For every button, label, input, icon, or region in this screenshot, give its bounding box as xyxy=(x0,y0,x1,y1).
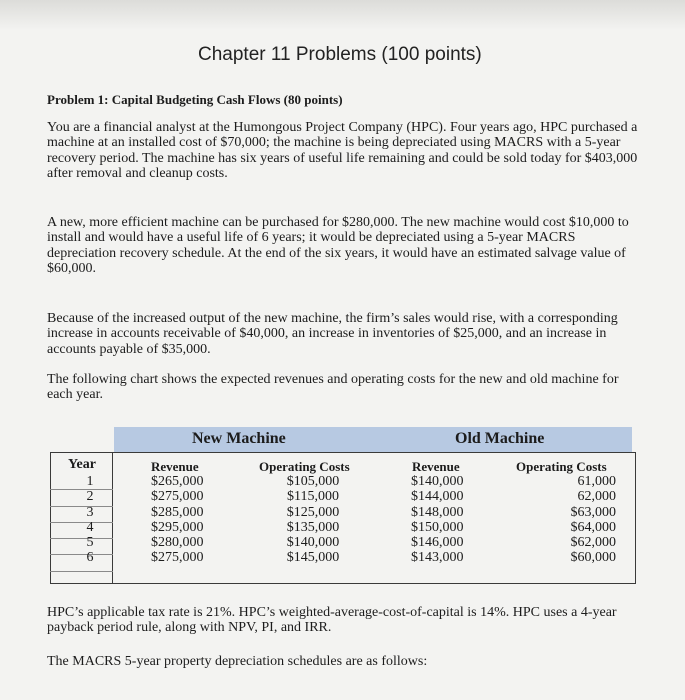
table-cell: 62,000 xyxy=(577,489,616,505)
year-column xyxy=(70,474,110,566)
table-cell: $150,000 xyxy=(411,519,464,535)
table-cell: $295,000 xyxy=(151,519,204,535)
tax-info-paragraph: HPC’s applicable tax rate is 21%. HPC’s weighted-average-cost-of-capital is 14%. HPC uses a 4-year payback period rule, along with NPV, PI, and IRR. xyxy=(47,605,617,636)
table-cell: $143,000 xyxy=(411,550,464,566)
macrs-intro-paragraph: The MACRS 5-year property depreciation schedules are as follows: xyxy=(47,654,428,669)
table-cell: $64,000 xyxy=(570,519,616,535)
year-column-header: Year xyxy=(68,457,96,472)
old-revenue-column xyxy=(411,474,491,566)
table-cell: $280,000 xyxy=(151,535,204,551)
table-cell: $265,000 xyxy=(151,474,204,489)
table-cell: $144,000 xyxy=(411,489,464,505)
table-cell: 2 xyxy=(86,489,94,505)
table-cell: $145,000 xyxy=(286,550,340,566)
old-revenue-column-header: Revenue xyxy=(412,459,460,474)
table-cell: 5 xyxy=(86,535,94,551)
table-cell: 3 xyxy=(86,504,94,520)
new-opcost-column-header: Operating Costs xyxy=(259,459,350,474)
table-cell: $105,000 xyxy=(286,474,340,489)
table-cell: 1 xyxy=(86,474,94,489)
table-cell: $135,000 xyxy=(286,519,340,535)
new-revenue-column xyxy=(151,474,231,566)
new-machine-paragraph: A new, more efficient machine can be purchased for $280,000. The new machine would cost $10,000 to install and would have a useful life of 6 years; it would be depreciated using a 5-year MACRS depreciation recovery schedule. At the end of the six years, it would have an estimated salvage value of $60,000. xyxy=(47,215,629,277)
old-opcost-column-header: Operating Costs xyxy=(516,459,607,474)
table-cell: 4 xyxy=(86,519,94,535)
table-cell: $275,000 xyxy=(151,489,204,505)
revenue-cost-table xyxy=(50,427,636,585)
page-title: Chapter 11 Problems (100 points) xyxy=(198,44,482,65)
table-cell: $275,000 xyxy=(151,550,204,566)
table-cell: 6 xyxy=(86,550,94,566)
top-edge-strip xyxy=(0,0,685,30)
new-revenue-column-header: Revenue xyxy=(151,459,199,474)
table-cell: $63,000 xyxy=(570,504,616,520)
table-cell: $125,000 xyxy=(286,504,340,520)
old-opcost-column xyxy=(520,474,616,566)
table-cell: $115,000 xyxy=(287,489,339,505)
chart-intro-paragraph: The following chart shows the expected revenues and operating costs for the new and old machine for each year. xyxy=(47,372,619,403)
table-cell: 61,000 xyxy=(577,474,616,489)
new-machine-group-header: New Machine xyxy=(192,430,286,447)
table-cell: $148,000 xyxy=(411,504,464,520)
table-cell: $60,000 xyxy=(570,550,616,566)
table-cell: $146,000 xyxy=(411,535,464,551)
table-cell: $140,000 xyxy=(411,474,464,489)
table-cell: $62,000 xyxy=(570,535,616,551)
table-cell: $140,000 xyxy=(286,535,340,551)
old-machine-group-header: Old Machine xyxy=(455,430,545,447)
problem-heading: Problem 1: Capital Budgeting Cash Flows (80 points) xyxy=(47,92,343,107)
intro-paragraph: You are a financial analyst at the Humongous Project Company (HPC). Four years ago, HPC purchased a machine at an installed cost of $70,000; the machine is being depreciated using MACRS with a 5-year recovery period. The machine has six years of useful life remaining and could be sold today for $403,000 after removal and cleanup costs. xyxy=(47,120,638,182)
new-opcost-column xyxy=(278,474,348,566)
working-capital-paragraph: Because of the increased output of the new machine, the firm’s sales would rise, with a corresponding increase in accounts receivable of $40,000, an increase in inventories of $25,000, and an increase in accounts payable of $35,000. xyxy=(47,311,618,357)
table-cell: $285,000 xyxy=(151,504,204,520)
